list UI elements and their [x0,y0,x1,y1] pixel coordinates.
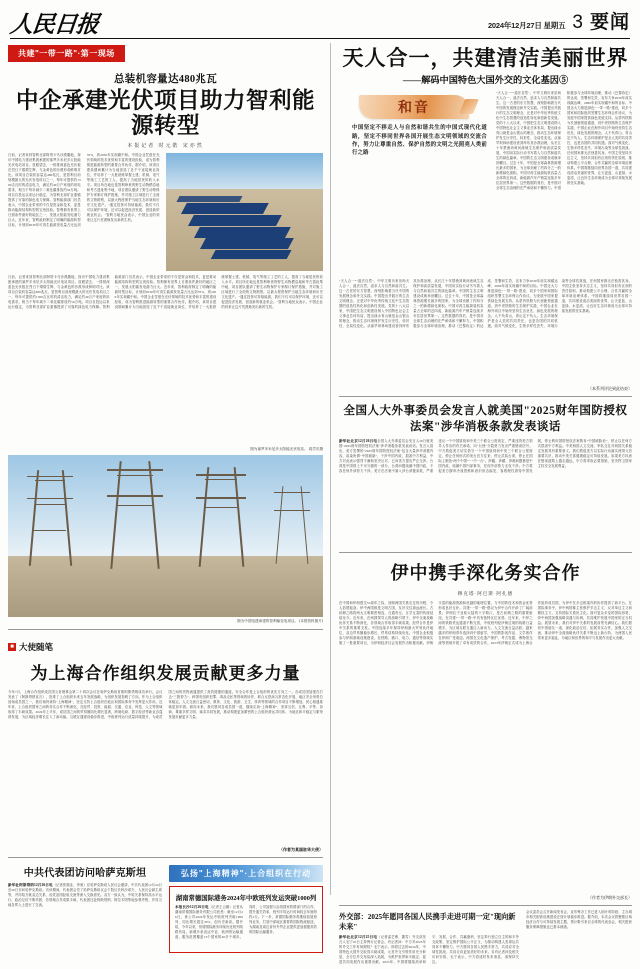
changde-redbox [169,886,323,953]
power-grid-photo [8,455,323,617]
changde-headline: 湖南常德国际港务2024年中欧班列发运突破1000列 [175,895,317,903]
sco-banner: 弘扬"上海精神"·上合组织在行动 [169,865,323,882]
mfa-extra-body: 会议委员会召开新闻发布会，宣布筹办工作已进入倒计时阶段，主办城市相关配套设施建设正按计划稳步推进。据介绍，本次会议将聚焦区域经济合作与可持续发展主题，预计吸引来自全球的代表参会，相关配套服务保障措施也已基本就绪。 [526,910,632,930]
article-kicker: 总装机容量达480兆瓦 [113,74,218,85]
heyin-body-top: "天人合一""道法自然"，中华文明历来崇尚天人合一、道法自然，追求人与自然和谐共生。这一古老的东方智慧，深刻影响着当代中国的发展理念和外交实践。中国提出并践行的生态文明理念，正是对中华优秀传统文化中生态智慧的创造性转化和创新性发展。党的十八大以来，中国把生态文明建设纳入中国特色社会主义事业总体布局，提出绿水青山就是金山银山的理念，推动生态环境保护发生历史性、转折性、全局性变化。从塞罕坝林场建设者到库布其沙漠治理，从长江十年禁渔到黄河流域生态保护和高质量发展，中国用实际行动书写着人与自然和谐共生的绿色篇章。中国的生态文明建设成就举世瞩目。过去十年，中国是全球森林资源增长最多的国家，为全球贡献了约四分之一的新增绿化面积。中国可再生能源装机容量占全球的近四成，新能源汽车产销量连续多年位居世界第一。这些数据的背后，是中国对全球生态治理的庄严承诺和不懈努力。中国积极参与全球环境治理，推动《巴黎协定》的达成、签署和生效，宣布力争2030年前实现碳达峰、2060年前实现碳中和的目标。中国还大力推进绿色"一带一路"建设，同多个国家和国际组织签署生态环保合作协议，为发展中国家提供绿色发展支持。从蒙内铁路为长颈鹿预留通道，到中老铁路的生态保护实践，中国企业在海外项目中始终坚持生态优先、绿色发展的理念。人不负青山，青山定不负人。生态环境保护是全人类的共同责任，也是各国的共同机遇。面对气候变化、生物多样性丧失、环境污染等全球性挑战，任何国家都无法独善其身。中国主张坚持多边主义，坚持共同但有区别的责任原则，推动构建公平合理、合作共赢的全球环境治理体系。中国将继续同世界各国一道，共同建设清洁美丽的世界，让天更蓝、山更绿、水更清，让良好生态环境成为全球可持续发展的坚实基础。 [496,91,632,191]
masthead-right [488,7,630,36]
mfa-body: 新华社北京12月25日电（记者邵艺博、董雪）外交部发言人毛宁25日主持例行记者会。有记者问：中方对2025年的外交工作有何期待？毛宁表示，即将过去的2024年，中国特色大国外交取得丰硕成果，元首外交引领作用充分彰显，全方位外交布局深入拓展，为维护世界和平稳定、促进共同发展作出重要贡献。2025年，中国将继续高举和平、发展、合作、共赢旗帜，坚定奉行独立自主的和平外交政策，坚定维护国际公平正义，为推动构建人类命运共同体不懈努力。中方愿同各国人民携手努力，共同应对全球性挑战，共同走向更加美好的未来。另有记者问及相关访问安排，毛宁表示，中方将适时发布消息，请保持关注。 [339,935,519,965]
lead-body-part1: 日前，记者来到智利北部阿塔卡马沙漠腹地，探访中国电力建设集团承建的塞罗多米尼多太阳能光伏电站项目。放眼望去，一排排深蓝色光伏板在烈日下熠熠生辉，与金黄色的沙漠形成鲜明对比。该项目总装机容量达480兆瓦，是智利目前规模最大的光伏发电项目之一，每年可提供约1300吉瓦时的清洁电力，满足约40万户家庭的用电需求，相当于每年减少二氧化碳排放约50万吨。项目自投运以来运行稳定，为智利北部矿业重镇提供了可靠的绿色电力保障。智利能源部门官员表示，中国企业带来的不仅是资金和技术，更是推动能源结构转型的宝贵经验。智利拥有世界上日照条件最好的地区之一，发展太阳能发电潜力巨大。近年来，智利政府制定了明确的能源转型目标，计划到2030年可再生能源发电量占比达到70%，到2050年实现碳中和。中国企业凭借在光伏领域的技术优势和丰富的建设经验，成为智利推进能源转型的重要合作伙伴。据介绍，该项目建设期间累计为当地创造了近千个直接就业岗位，并培养了一大批熟练掌握土建、机械、电气等施工工艺的工人，提高了当地居民的收入水平。项目所在地也是智利珍贵的野生动物栖息地和考古遗址集中地，项目团队邀请了野生动物保护专家制订保护措施，并对施工区域进行了全面的文物勘察，以最大程度保护当地生态环境和历史文化遗产。"通过投资可持续能源，我们不仅可以保护环境，还可以促进经济发展、创造新的就业机会。"智利当地民众表示，中国企业的到来让这片荒漠焕发出新的生机。 [8,153,160,228]
page-columns [8,43,632,965]
kazakhstan-headline: 中共代表团访问哈萨克斯坦 [23,868,147,880]
bottom-left-article [8,861,162,953]
ambassador-body: 今年7月，上海合作组织成员国元首理事会第二十四次会议在哈萨克斯坦首都阿斯塔纳成功举行。会议发表了《阿斯塔纳宣言》，批准了上合组织未来五年发展战略，为组织发展指明了方向。作为上合组织创始成员国之一，我们始终秉持"上海精神"，坚定支持上合组织在地区和国际事务中发挥更大作用。近年来，上合组织国家之间的务实合作不断深化，在经贸、投资、能源、交通、农业、科技、人文等领域取得了丰硕成果。2024年上半年，成员国之间的贸易额同比增长显著，跨境电商、数字经济等新业态蓬勃发展，为区域经济增长注入了新动能。互联互通建设稳步推进，中欧班列运行质量持续提升，为成员国之间的货物流通提供了高效便捷的通道。安全合作是上合组织的优先方向之一。各成员国加强在打击"三股势力"、跨国有组织犯罪、毒品走私等领域的协作，联合反恐演习常态化开展，地区安全形势总体稳定。人文交流日益密切，教育、文化、旅游、卫生、体育等领域的合作项目不断增加，民心相通基础更加牢固。面向未来，我们愿同各成员国一道，继续弘扬"上海精神"，坚持互信、互利、平等、协商、尊重多样文明、谋求共同发展，推动构建更加紧密的上合组织命运共同体，为地区和平稳定与繁荣发展贡献更多力量。 [8,690,323,720]
iran-byline: 穆克塔·阿巴斯·阿扎德 [457,591,514,597]
heyin-logo-text: 和音 [398,99,430,116]
lead-byline: 本报记者 时元皓 宋亦然 [127,144,204,150]
heyin-headline: 天人合一，共建清洁美丽世界 [342,47,629,70]
page-number: 3 [572,12,583,33]
newspaper-logo: 人民日报 [8,12,100,37]
ambassador-signature: （作者为某国驻华大使） [279,847,323,853]
changde-body: 本报长沙12月26日电（记者王云娜）记者从湖南常德国际港务有限公司获悉：截至12月26日，该公司2024年发运中欧班列突破1000列，同比增长超过30%，创历史新高。据介绍，今年以来，常德国际港务持续优化班列线路布局，新增多条直达中亚、欧洲的运输通道，服务范围覆盖13个国家的40多个城市。同时，公司加强与沿线国家铁路部门的合作，提升通关效率，班列平均运行时间较去年缩短约2天。下一步，常德国际港务将继续拓展班列业务，打造中部地区重要的国际物流枢纽，为湖南及周边省份外贸企业提供更加便捷高效的国际运输服务。 [175,905,317,940]
lead-headline: 中企承建光伏项目助力智利能源转型 [15,88,315,139]
heyin-logo [359,95,469,119]
lead-body-part2: 日前，记者来到智利北部阿塔卡马沙漠腹地，探访中国电力建设集团承建的塞罗多米尼多太阳能光伏电站项目。放眼望去，一排排深蓝色光伏板在烈日下熠熠生辉，与金黄色的沙漠形成鲜明对比。该项目总装机容量达480兆瓦，是智利目前规模最大的光伏发电项目之一，每年可提供约1300吉瓦时的清洁电力，满足约40万户家庭的用电需求，相当于每年减少二氧化碳排放约50万吨。项目自投运以来运行稳定，为智利北部矿业重镇提供了可靠的绿色电力保障。智利能源部门官员表示，中国企业带来的不仅是资金和技术，更是推动能源结构转型的宝贵经验。智利拥有世界上日照条件最好的地区之一，发展太阳能发电潜力巨大。近年来，智利政府制定了明确的能源转型目标，计划到2030年可再生能源发电量占比达到70%，到2050年实现碳中和。中国企业凭借在光伏领域的技术优势和丰富的建设经验，成为智利推进能源转型的重要合作伙伴。据介绍，该项目建设期间累计为当地创造了近千个直接就业岗位，并培养了一大批熟练掌握土建、机械、电气等施工工艺的工人，提高了当地居民的收入水平。项目所在地也是智利珍贵的野生动物栖息地和考古遗址集中地，项目团队邀请了野生动物保护专家制订保护措施，并对施工区域进行了全面的文物勘察，以最大程度保护当地生态环境和历史文化遗产。"通过投资可持续能源，我们不仅可以保护环境，还可以促进经济发展、创造新的就业机会。"智利当地民众表示，中国企业的到来让这片荒漠焕发出新的生机。 [8,275,323,310]
ambassador-column-badge [8,641,53,653]
kazakhstan-body: 新华社阿斯塔纳12月26日电（记者张继业、李奥）应哈萨克斯坦人民议会邀请，中共代表团12月24日至26日访问哈萨克斯坦。访问期间，代表团会见了哈萨克斯坦议会下院议长科沙诺夫、人民议会副主席等，并同哈方就双边关系、治党治国经验交流等深入交换意见。双方一致认为，中哈关系保持高水平运行，政治互信不断巩固，各领域合作成果丰硕。代表团还赴阿斯塔纳、阿拉木图等地参观考察，并同当地各界人士进行了交流。 [8,883,162,908]
bottom-right-article [169,861,323,953]
heyin-subhead: ——解码中国特色大国外交的文化基因⑤ [402,75,569,86]
npc-headline: 全国人大外事委员会发言人就美国"2025财年国防授权法案"涉华消极条款发表谈话 [343,405,628,434]
solar-photo-caption: 图为塞罗多米尼多太阳能光伏电站。 周学宗摄 [250,447,323,452]
masthead-divider [10,38,630,39]
ambassador-badge-label: 大使随笔 [19,642,54,653]
publication-date: 2024年12月27日 星期五 [487,21,566,30]
masthead [8,0,632,38]
iran-body: 在中国和伊朗建交53周年之际，回顾两国关系走过的历程，令人倍感振奋。伊中两国都是文明古国，友好交往源远流长。古丝绸之路将两大文明紧密相连，互通有无、互学互鉴的传统延续至今。近年来，在两国领导人的战略引领下，伊中全面战略伙伴关系不断深化，各领域合作取得丰硕成果。经贸合作是伊中关系的重要支柱。中国连续多年保持伊朗最大贸易伙伴地位，双边贸易额稳步增长，贸易结构持续优化。中国企业积极参与伊朗基础设施建设，在铁路、港口、电力、通信等领域实施了一批重要项目，为伊朗经济社会发展作出积极贡献。伊朗丰富的能源资源和优越的地理位置，与中国的技术和资金优势形成良好互补。共建"一带一路"倡议为伊中合作开辟了广阔前景。伊朗位于亚欧大陆的十字路口，是古丝绸之路的重要枢纽，在共建"一带一路"中具有独特区位优势。近年来，中伊之间的铁路货运通道不断完善，中欧班列经伊朗过境的线路日益增多，为区域互联互通注入新动力。人文交流日益活跃。越来越多的伊朗青年选择到中国留学，中国的影视作品、文学著作在伊朗广受欢迎。两国在文化遗产保护、考古发掘、博物馆交流等领域开展了卓有成效的合作。2023年伊朗正式成为上海合作组织成员国，为伊中在多边框架内的协作提供了新平台。在国际事务中，伊中两国都主张维护多边主义，反对单边主义和霸权主义，支持国际关系民主化。面对复杂多变的国际形势，伊中两国加强战略沟通与协调，共同维护发展中国家的正当权益。展望未来，我们对伊中关系的发展前景充满信心。我们愿同中国朋友一道，深化政治互信，拓展务实合作，加强人文交流，推动伊中全面战略伙伴关系不断迈上新台阶，为两国人民带来更多福祉，为地区和世界的和平与发展作出更大贡献。 [339,601,632,646]
npc-body: 新华社北京12月26日电全国人大外事委员会发言人26日就美国"2025财年国防授权法案"涉华消极条款发表谈话。发言人指出，美方签署的"2025财年国防授权法案"包含大量涉华消极内容，渲染所谓"中国威胁"，干涉中国内政，损害中方利益，中方对此表示强烈不满和坚决反对，已向美方提出严正交涉。台湾是中国领土不可分割的一部分。台湾问题纯属中国内政，不容任何外部势力干涉。美方在法案中塞入涉台消极条款，严重违反一个中国原则和中美三个联合公报规定，严重违背美方领导人作出的有关承诺，向"台独"分裂势力发出严重错误信号。中方敦促美方切实恪守一个中国原则和中美三个联合公报规定，停止任何形式的美台官方往来，停止武装台湾，停止在国际上制造"两个中国""一中一台"。涉疆、涉藏、涉港问题都是中国内政，纯属中国内部事务，任何外部势力无权干涉。中方敦促美方摒弃冷战思维和意识形态偏见，客观理性看待中国发展，停止利用国防授权法案散布"中国威胁论"，停止以任何方式损害中方利益。中美两国人文交流、军队交往对两国关系稳定发展具有重要意义。我们敦促美方以实际行动落实两国元首重要共识，推动中美关系健康稳定可持续发展。如果美方执意在错误道路上越走越远，中方将采取必要措施，坚决捍卫国家主权安全发展利益。 [339,439,632,474]
solar-farm-photo [166,153,323,271]
photo-sky [166,153,323,188]
heyin-lead: 中国坚定不移走人与自然和谐共生的中国式现代化道路，坚定不移同世界各国开展生态文明领域的交流合作，努力让尊重自然、保护自然的文明之光照亮人类前行之路 [352,125,487,157]
belt-road-banner: 共建"一带一路"·第一现场 [8,45,125,62]
right-column [330,43,632,965]
grid-photo-caption: 图为中国电建承建的智利输变电项目。 (本报资料图片) [237,619,323,624]
ambassador-headline: 为上海合作组织发展贡献更多力量 [30,664,301,684]
heyin-body-bottom: "天人合一""道法自然"，中华文明历来崇尚天人合一、道法自然，追求人与自然和谐共生。这一古老的东方智慧，深刻影响着当代中国的发展理念和外交实践。中国提出并践行的生态文明理念，正是对中华优秀传统文化中生态智慧的创造性转化和创新性发展。党的十八大以来，中国把生态文明建设纳入中国特色社会主义事业总体布局，提出绿水青山就是金山银山的理念，推动生态环境保护发生历史性、转折性、全局性变化。从塞罕坝林场建设者到库布其沙漠治理，从长江十年禁渔到黄河流域生态保护和高质量发展，中国用实际行动书写着人与自然和谐共生的绿色篇章。中国的生态文明建设成就举世瞩目。过去十年，中国是全球森林资源增长最多的国家，为全球贡献了约四分之一的新增绿化面积。中国可再生能源装机容量占全球的近四成，新能源汽车产销量连续多年位居世界第一。这些数据的背后，是中国对全球生态治理的庄严承诺和不懈努力。中国积极参与全球环境治理，推动《巴黎协定》的达成、签署和生效，宣布力争2030年前实现碳达峰、2060年前实现碳中和的目标。中国还大力推进绿色"一带一路"建设，同多个国家和国际组织签署生态环保合作协议，为发展中国家提供绿色发展支持。从蒙内铁路为长颈鹿预留通道，到中老铁路的生态保护实践，中国企业在海外项目中始终坚持生态优先、绿色发展的理念。人不负青山，青山定不负人。生态环境保护是全人类的共同责任，也是各国的共同机遇。面对气候变化、生物多样性丧失、环境污染等全球性挑战，任何国家都无法独善其身。中国主张坚持多边主义，坚持共同但有区别的责任原则，推动构建公平合理、合作共赢的全球环境治理体系。中国将继续同世界各国一道，共同建设清洁美丽的世界，让天更蓝、山更绿、水更清，让良好生态环境成为全球可持续发展的坚实基础。 [339,279,632,329]
mfa-headline: 外交部：2025年愿同各国人民携手走进可期一定"现向新未来" [339,913,516,932]
iran-headline: 伊中携手深化务实合作 [390,563,581,584]
heyin-logo-wrap [339,95,489,119]
heyin-series-note: （本系列评论到此结束） [588,386,632,392]
section-name: 要闻 [589,12,630,33]
badge-mark-icon: ■ [8,643,16,651]
left-column [8,43,330,940]
iran-signature: （作者为伊朗外交部长） [588,895,632,901]
